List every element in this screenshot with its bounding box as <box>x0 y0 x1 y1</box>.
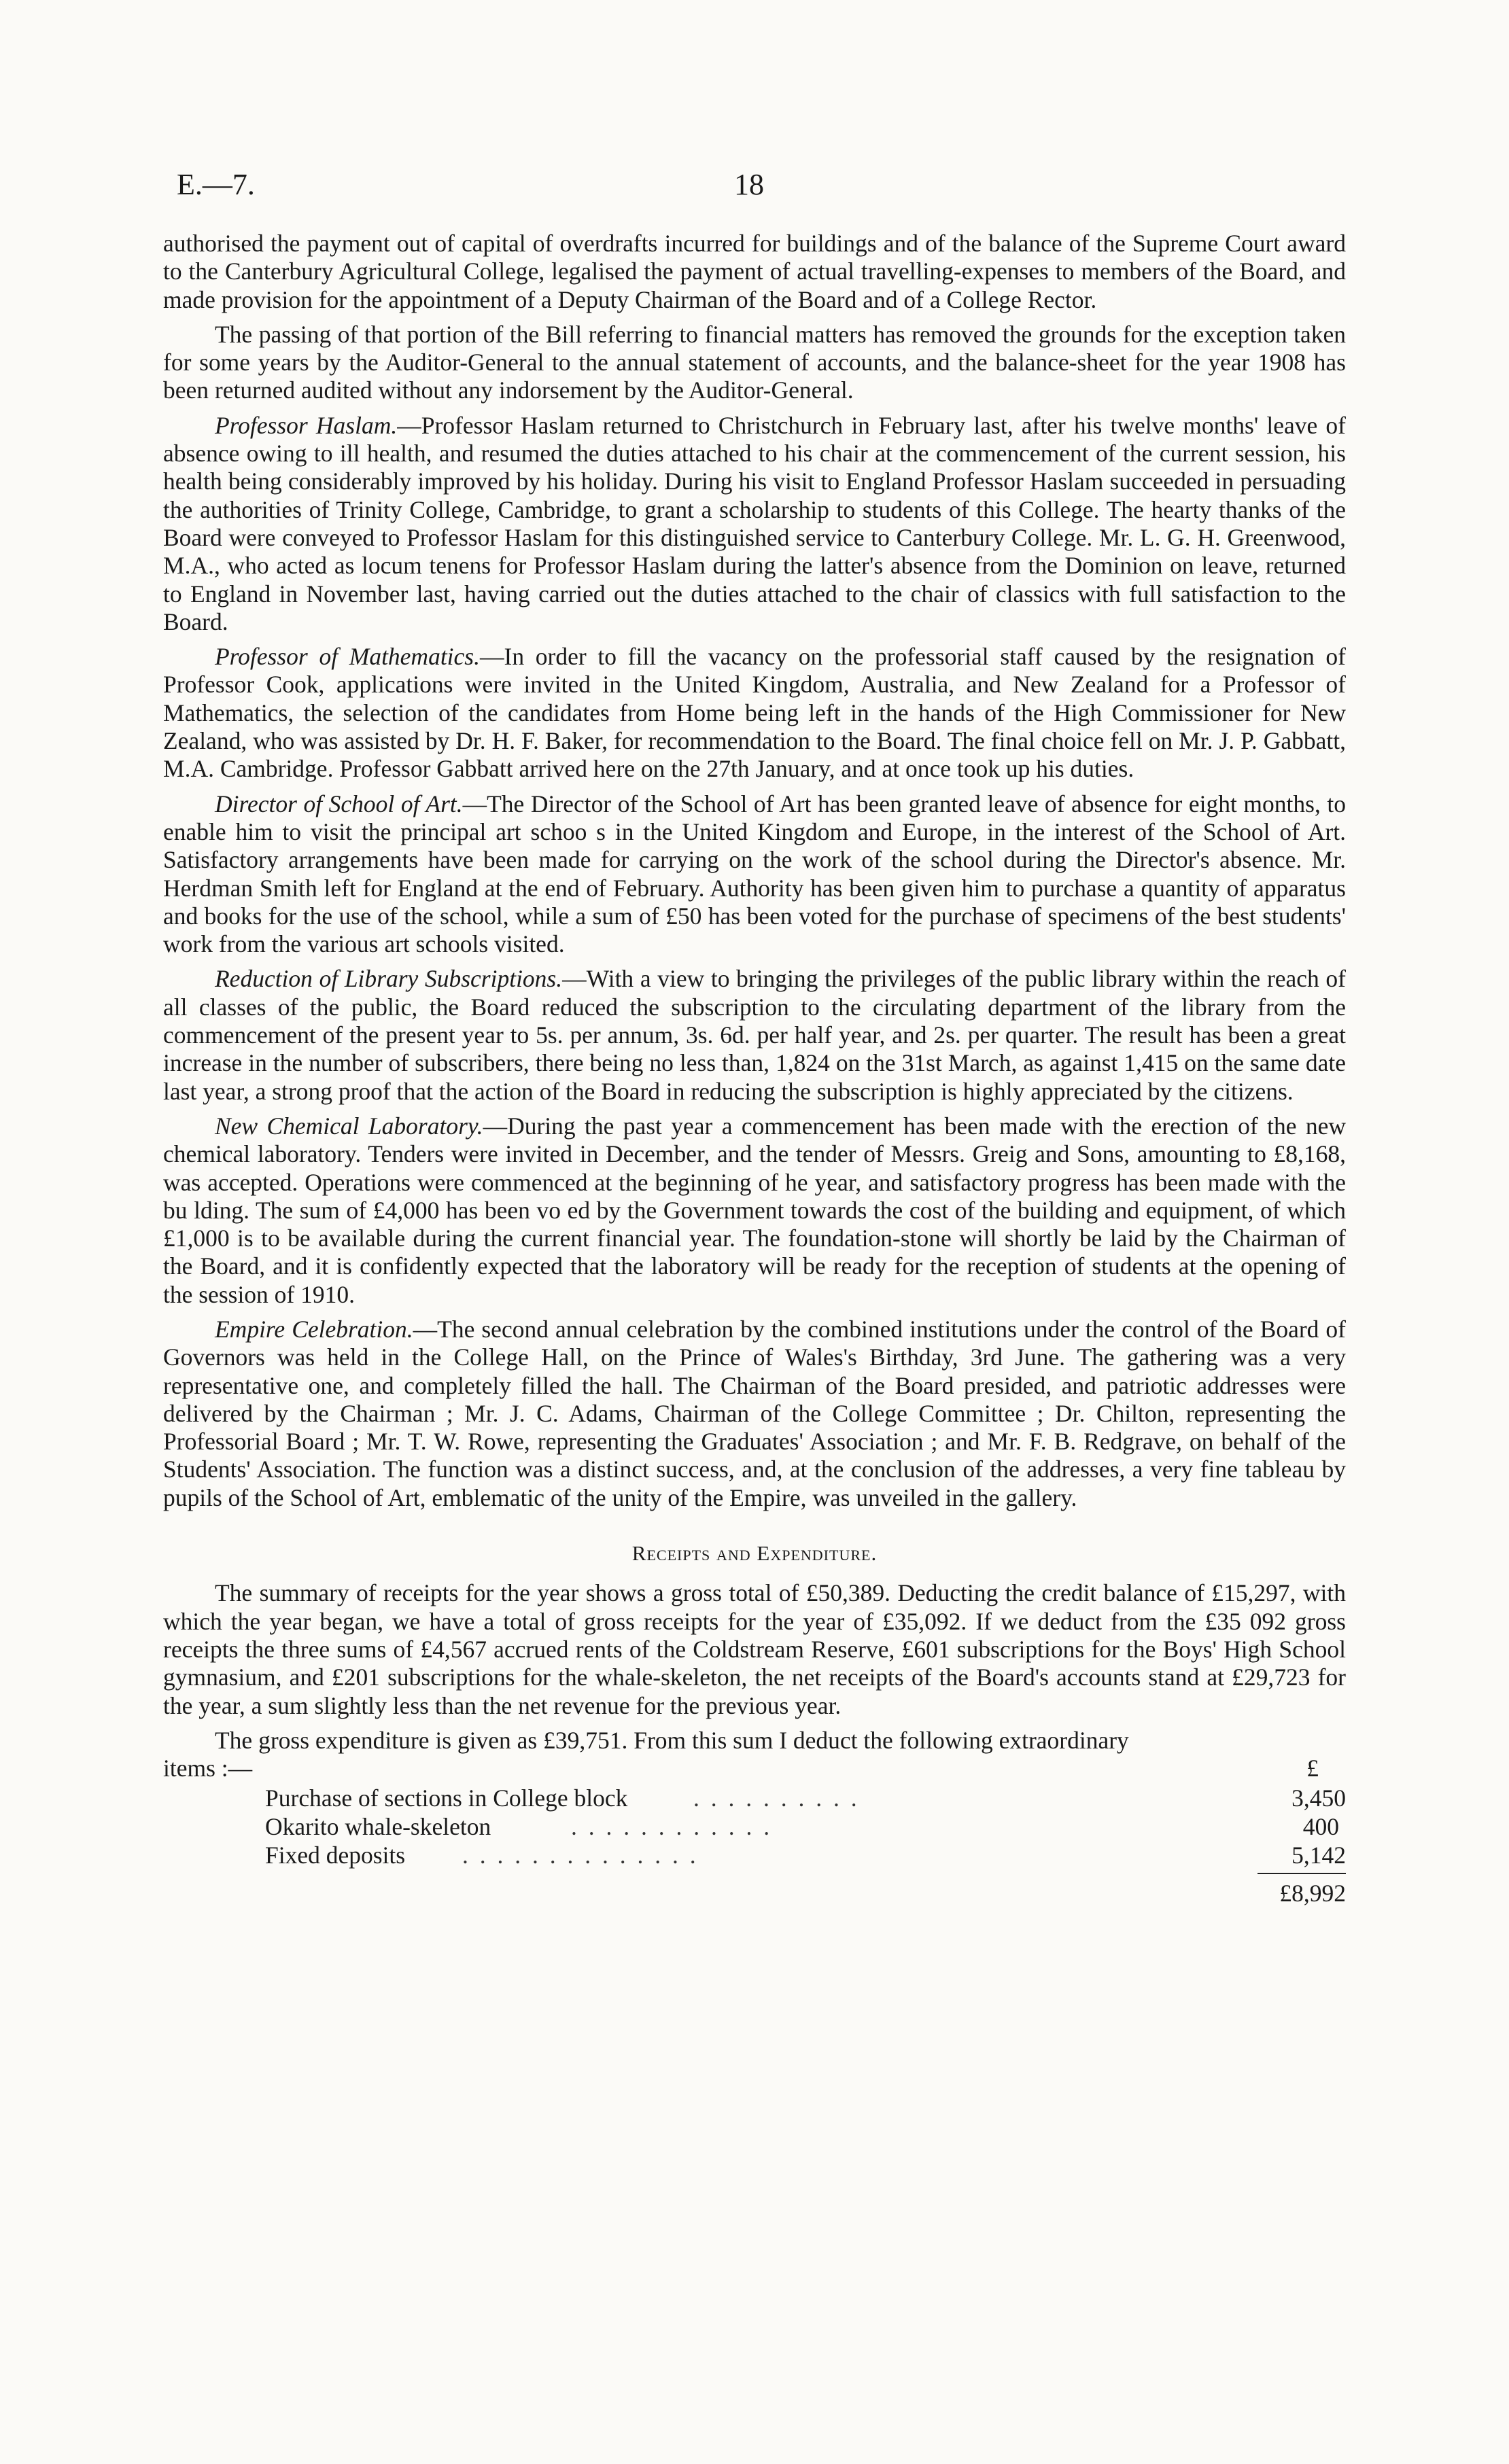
item-amount: 5,142 <box>1291 1842 1346 1869</box>
paragraph: The gross expenditure is given as £39,751. From this sum I deduct the following extraordinary <box>215 1726 1129 1754</box>
leader-dots: . . . . . . . . . . . . . . <box>462 1842 699 1869</box>
paragraph: Reduction of Library Subscriptions.—With a view to bringing the privileges of the public library within the reach of all classes of the public, the Board reduced the subscription to the circulating department of the library from the commencement of the present year to 5s. per annum, 3s. 6d. per half year, and 2s. per quarter. The result has been a great increase in the number of subscribers, there being no less than, 1,824 on the 31st March, as against 1,415 on the same date last year, a strong proof that the action of the Board in reducing the subscription is highly appreciated by the citizens. <box>163 965 1346 1105</box>
paragraph-heading: Professor of Mathematics. <box>215 643 480 671</box>
page-number: 18 <box>734 168 764 201</box>
total-rule <box>1258 1873 1346 1874</box>
expenditure-items-table <box>163 1784 1346 1907</box>
item-label: Purchase of sections in College block <box>265 1784 628 1812</box>
item-amount: 3,450 <box>1291 1784 1346 1812</box>
paragraph: New Chemical Laboratory.—During the past year a commencement has been made with the erection of the new chemical laboratory. Tenders were invited in December, and the tender of Messrs. Greig and Sons, amounting to £8,168, was accepted. Operations were commenced at the beginning of he year, and satisfactory progress has been made with the bu lding. The sum of £4,000 has been vo ed by the Government towards the cost of the building and equipment, of which £1,000 is to be available during the current financial year. The foundation-stone will shortly be laid by the Chairman of the Board, and it is confidently expected that the laboratory will be ready for the reception of students at the opening of the session of 1910. <box>163 1112 1346 1308</box>
paragraph-heading: New Chemical Laboratory. <box>215 1112 483 1140</box>
paragraph-heading: Reduction of Library Subscriptions. <box>215 965 563 993</box>
leader-dots: . . . . . . . . . . . . <box>571 1813 773 1841</box>
item-label: Okarito whale-skeleton <box>265 1813 491 1841</box>
paragraph: authorised the payment out of capital of overdrafts incurred for buildings and of the balance of the Supreme Court award to the Canterbury Agricultural College, legalised the payment of actual travelling-expenses to members of the Board, and made provision for the appointment of a Deputy Chairman of the Board and of a College Rector. <box>163 230 1346 313</box>
total-row <box>163 1870 1346 1907</box>
item-label: Fixed deposits <box>265 1842 406 1869</box>
document-reference: E.—7. <box>177 168 255 201</box>
page-header <box>177 167 1332 208</box>
paragraph: Professor Haslam.—Professor Haslam returned to Christchurch in February last, after his twelve months' leave of absence owing to ill health, and resumed the duties attached to his chair at the commencement of the current session, his health being considerably improved by his holiday. During his visit to England Professor Haslam succeeded in persuading the authorities of Trinity College, Cambridge, to grant a scholarship to students of this College. The hearty thanks of the Board were conveyed to Professor Haslam for this distinguished service to Canterbury College. Mr. L. G. H. Greenwood, M.A., who acted as locum tenens for Professor Haslam during the latter's absence from the Dominion on leave, returned to England in November last, having carried out the duties attached to the chair of classics with full satisfaction to the Board. <box>163 411 1346 635</box>
currency-header: £ <box>1306 1755 1319 1782</box>
table-row <box>163 1842 1346 1870</box>
paragraph: The summary of receipts for the year shows a gross total of £50,389. Deducting the credit balance of £15,297, with which the year began, we have a total of gross receipts for the year of £35,092. If we deduct from the £35 092 gross receipts the three sums of £4,567 accrued rents of the Coldstream Reserve, £601 subscriptions for the Boys' High School gymnasium, and £201 subscriptions for the whale-skeleton, the net receipts of the Board's accounts stand at £29,723 for the year, a sum slightly less than the net revenue for the previous year. <box>163 1579 1346 1719</box>
leader-dots: . . . . . . . . . . <box>693 1784 860 1812</box>
paragraph: The passing of that portion of the Bill referring to financial matters has removed the grounds for the exception taken for some years by the Auditor-General to the annual statement of accounts, and the balance-sheet for the year 1908 has been returned audited without any indorsement by the Auditor-General. <box>163 320 1346 404</box>
paragraph: Director of School of Art.—The Director of the School of Art has been granted leave of absence for eight months, to enable him to visit the principal art schoo s in the United Kingdom and Europe, in the interest of the School of Art. Satisfactory arrangements have been made for carrying on the work of the school during the Director's absence. Mr. Herdman Smith left for England at the end of February. Authority has been given him to purchase a quantity of apparatus and books for the use of the school, while a sum of £50 has been voted for the purchase of specimens of the best students' work from the various art schools visited. <box>163 790 1346 958</box>
table-row <box>163 1813 1346 1842</box>
table-row <box>163 1784 1346 1813</box>
paragraph-heading: Director of School of Art. <box>215 790 463 817</box>
paragraph: Empire Celebration.—The second annual celebration by the combined institutions under the control of the Board of Governors was held in the College Hall, on the Prince of Wales's Birthday, 3rd June. The gathering was a very representative one, and completely filled the hall. The Chairman of the Board presided, and patriotic addresses were delivered by the Chairman ; Mr. J. C. Adams, Chairman of the College Committee ; Dr. Chilton, representing the Professorial Board ; Mr. T. W. Rowe, representing the Graduates' Association ; and Mr. F. B. Redgrave, on behalf of the Students' Association. The function was a distinct success, and, at the conclusion of the addresses, a very fine tableau by pupils of the School of Art, emblematic of the unity of the Empire, was unveiled in the gallery. <box>163 1315 1346 1511</box>
paragraph-heading: Empire Celebration. <box>215 1315 413 1343</box>
document-body <box>163 230 1346 1907</box>
paragraph-heading: Professor Haslam. <box>215 411 398 439</box>
paragraph: Professor of Mathematics.—In order to fill the vacancy on the professorial staff caused by the resignation of Professor Cook, applications were invited in the United Kingdom, Australia, and New Zealand for a Professor of Mathematics, the selection of the candidates from Home being left in the hands of the High Commissioner for New Zealand, who was assisted by Dr. H. F. Baker, for recommendation to the Board. The final choice fell on Mr. J. P. Gabbatt, M.A. Cambridge. Professor Gabbatt arrived here on the 27th January, and at once took up his duties. <box>163 643 1346 783</box>
item-amount: 400 <box>1302 1813 1339 1841</box>
section-title: Receipts and Expenditure. <box>631 1541 878 1566</box>
items-label: items :— £ <box>163 1755 1319 1782</box>
total-amount: £8,992 <box>1279 1880 1346 1907</box>
